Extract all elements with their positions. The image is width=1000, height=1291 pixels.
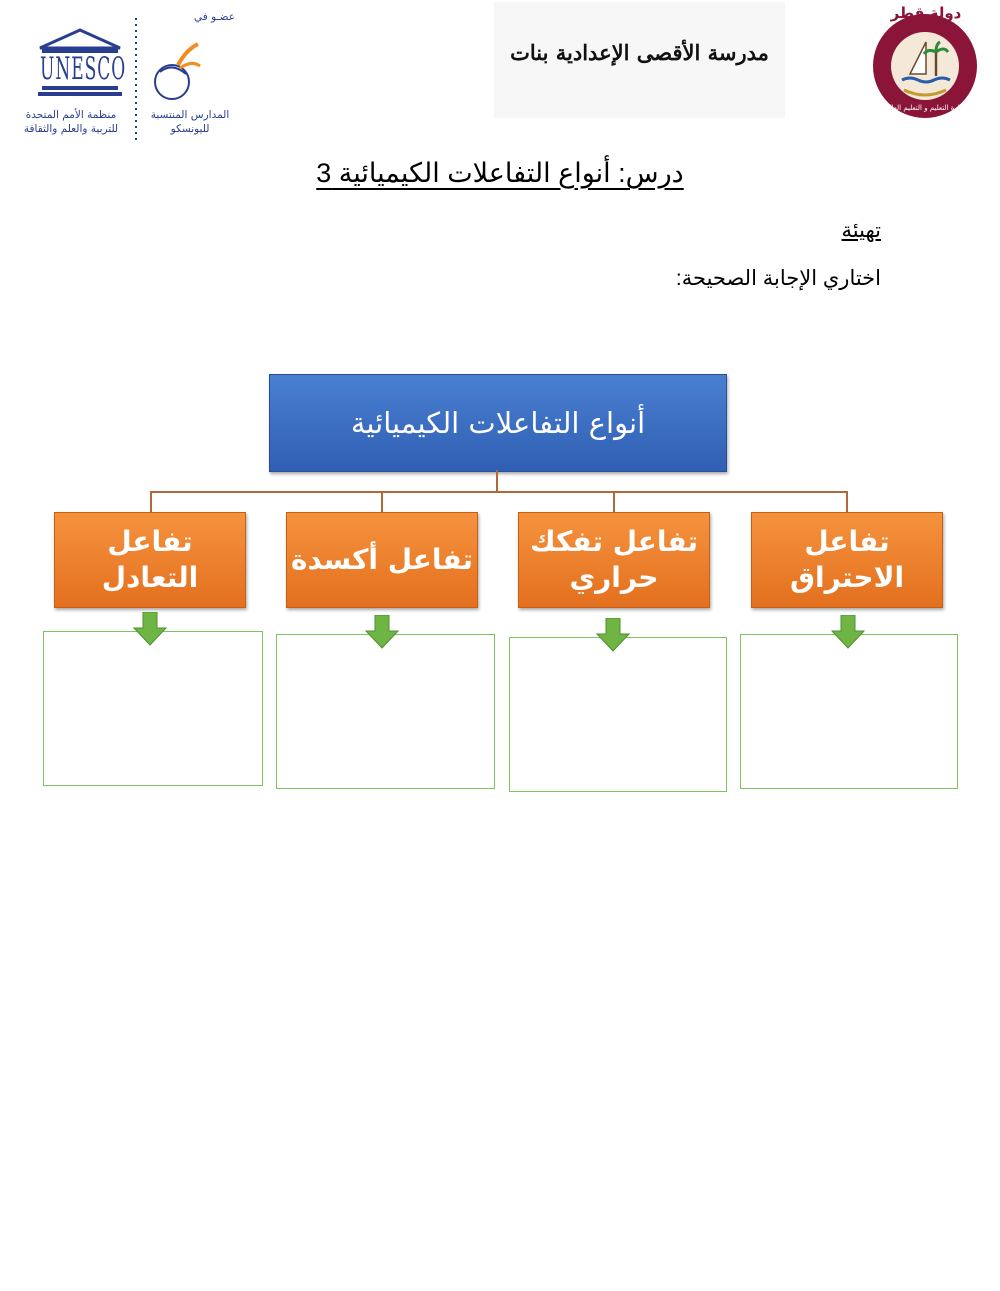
unesco-logo: [10, 10, 240, 145]
school-name: مدرسة الأقصى الإعدادية بنات: [510, 40, 769, 65]
node-thermal-decomposition: تفاعل تفكك حراري: [518, 512, 710, 608]
branch-connector: [846, 491, 848, 513]
branch-connector: [381, 491, 383, 513]
unesco-schools-line1: المدارس المنتسبة: [150, 109, 230, 121]
down-arrow-icon: [830, 615, 866, 649]
node-oxidation: تفاعل أكسدة: [286, 512, 478, 608]
instruction-text: اختاري الإجابة الصحيحة:: [675, 267, 881, 290]
qatar-ministry-emblem: [866, 4, 984, 122]
unesco-wordmark: UNESCO: [40, 52, 127, 88]
unesco-schools-line2: لليونسكو: [170, 123, 210, 135]
horizontal-connector: [150, 491, 848, 493]
node-neutralization: تفاعل التعادل: [54, 512, 246, 608]
answer-box-oxidation[interactable]: [276, 634, 495, 789]
node-combustion: تفاعل الاحتراق: [751, 512, 943, 608]
warmup-label: تهيئة: [841, 219, 881, 242]
unesco-org-line1: منظمة الأمم المتحدة: [25, 109, 117, 121]
branch-connector: [613, 491, 615, 513]
down-arrow-icon: [364, 615, 400, 649]
qatar-emblem-title: دولة قطر: [890, 4, 962, 22]
down-arrow-icon: [132, 612, 168, 646]
answer-box-combustion[interactable]: [740, 634, 958, 789]
unesco-member-label: عضـو في: [194, 11, 235, 23]
answer-box-neutralization[interactable]: [43, 631, 263, 786]
branch-connector: [150, 491, 152, 513]
lesson-title: درس: أنواع التفاعلات الكيميائية 3: [316, 158, 684, 188]
diagram-root-box: أنواع التفاعلات الكيميائية: [269, 374, 727, 472]
root-connector: [496, 470, 498, 492]
answer-box-thermal-decomposition[interactable]: [509, 637, 727, 792]
qatar-emblem-ring-text: وزارة التعليم و التعليم العالي: [883, 104, 967, 112]
down-arrow-icon: [595, 618, 631, 652]
unesco-org-line2: للتربية والعلم والثقافة: [23, 123, 119, 135]
